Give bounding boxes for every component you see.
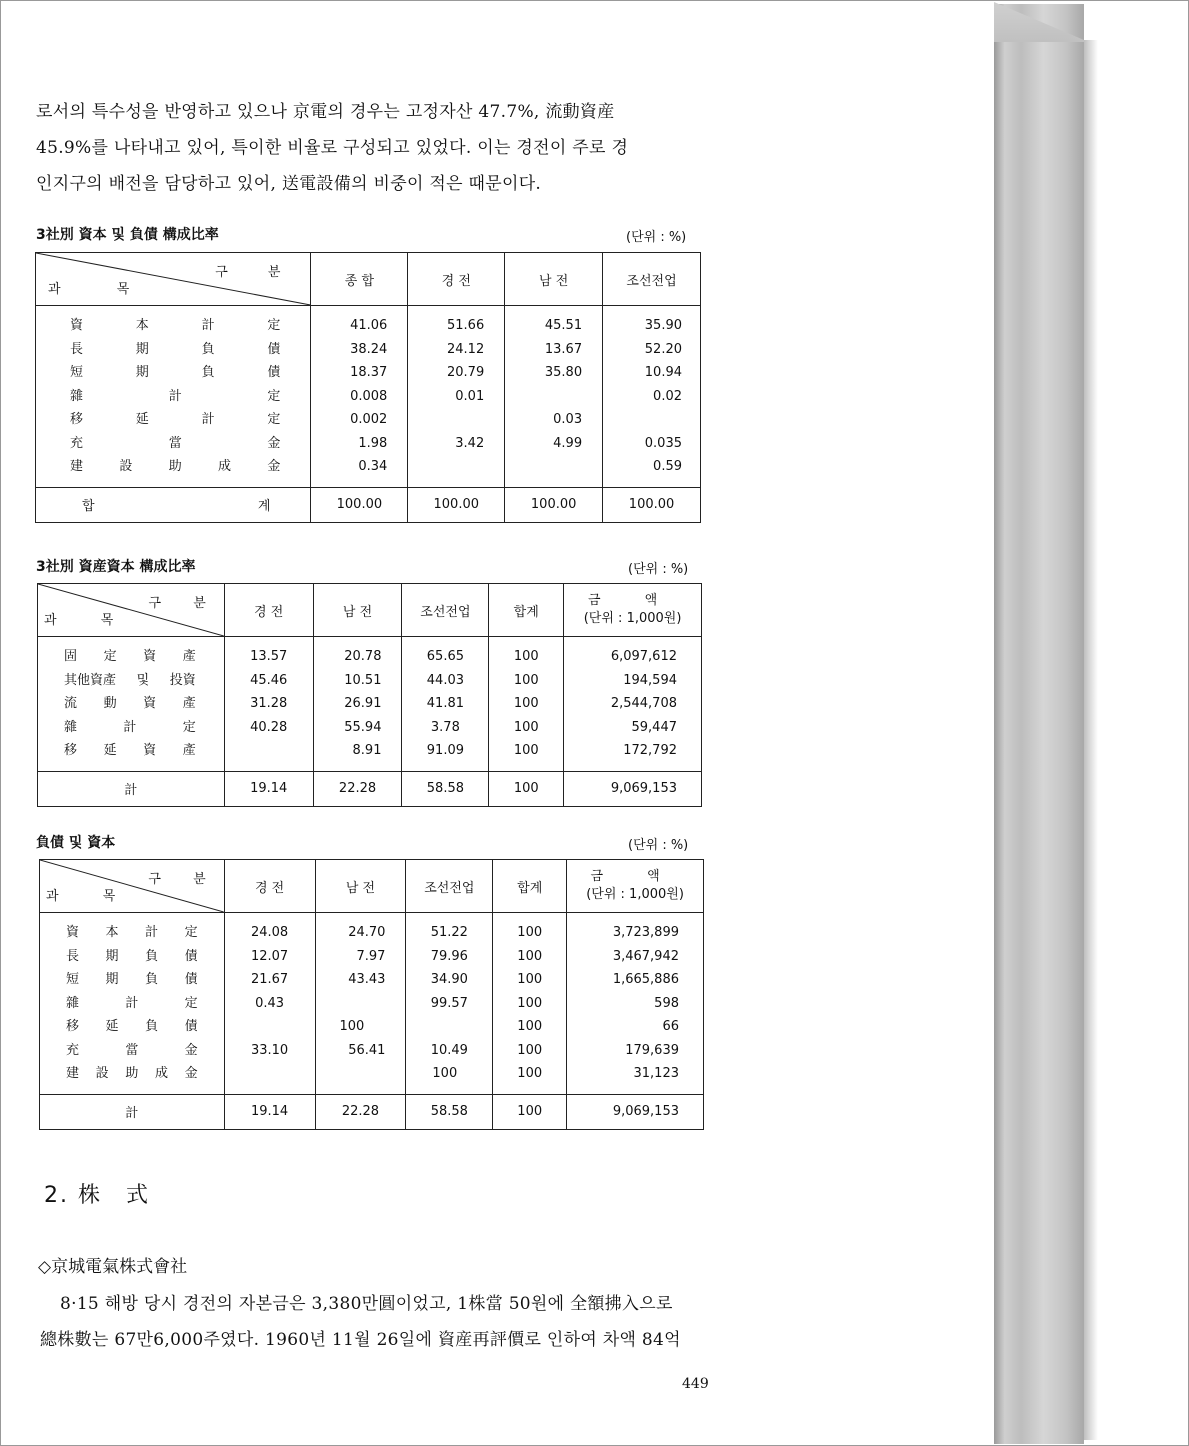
cell: 38.24 xyxy=(350,341,388,357)
cell: 100 xyxy=(517,1042,543,1058)
header-gubun: 구 분 xyxy=(148,872,220,887)
cell: 19.14 xyxy=(224,771,313,806)
cell: 43.43 xyxy=(348,972,386,987)
table1-col-joseon xyxy=(603,306,701,488)
cell: 0.03 xyxy=(553,412,583,427)
cell xyxy=(418,408,484,432)
header-gwamok: 과 목 xyxy=(46,889,136,904)
cell: 100.00 xyxy=(603,487,701,522)
table1-col-header: 조선전업 xyxy=(603,253,701,306)
cell xyxy=(235,739,303,763)
cell: 100.00 xyxy=(311,487,408,522)
cell: 100 xyxy=(432,1066,458,1081)
cell: 100.00 xyxy=(408,487,505,522)
stock-line: 總株數는 67만6,000주였다. 1960년 11월 26일에 資産再評價로 인하여 차액 84억 xyxy=(40,1330,681,1350)
table3-col-namjeon xyxy=(315,913,406,1095)
cell: 44.03 xyxy=(426,672,464,688)
total-label: 計 xyxy=(40,1094,225,1129)
table1-diagonal-header xyxy=(36,253,311,306)
cell: 598 xyxy=(654,995,679,1011)
section-heading: 2. 株 式 xyxy=(44,1183,150,1208)
cell: 41.81 xyxy=(426,696,464,711)
cell xyxy=(613,408,682,432)
cell: 35.90 xyxy=(644,318,682,333)
cell: 100 xyxy=(517,972,543,987)
row-label: 長 期 負 債 xyxy=(70,341,281,357)
cell: 21.67 xyxy=(250,972,289,987)
cell: 40.28 xyxy=(250,719,288,735)
cell: 179,639 xyxy=(625,1042,679,1058)
row-label: 固 定 資 產 xyxy=(64,649,196,664)
cell: 12.07 xyxy=(250,948,289,964)
cell xyxy=(416,1015,482,1039)
table2-unit: (단위 : %) xyxy=(628,562,689,577)
table3-col-amount xyxy=(567,913,704,1095)
cell xyxy=(418,455,484,479)
cell: 52.20 xyxy=(644,341,682,357)
amount-header-unit: (단위 : 1,000원) xyxy=(583,611,682,626)
cell: 100 xyxy=(513,649,539,664)
table1-col-header: 종 합 xyxy=(311,253,408,306)
header-gubun: 구 분 xyxy=(215,265,299,280)
row-label: 資 本 計 定 xyxy=(70,318,281,333)
cell: 45.46 xyxy=(250,672,288,688)
table3-amount-header xyxy=(567,860,704,913)
table2-col-header: 합계 xyxy=(489,584,564,637)
table2 xyxy=(37,583,702,807)
table2-col-sum xyxy=(489,637,564,772)
cell xyxy=(515,455,582,479)
cell: 0.01 xyxy=(455,388,485,404)
row-label: 短 期 負 債 xyxy=(66,972,198,987)
row-label: 雜 計 定 xyxy=(66,995,198,1011)
cell: 0.34 xyxy=(358,459,388,474)
cell xyxy=(326,992,386,1016)
table1-unit: (단위 : %) xyxy=(626,230,687,245)
cell: 99.57 xyxy=(430,995,468,1011)
cell: 0.002 xyxy=(350,412,388,427)
subsection-title: ◇京城電氣株式會社 xyxy=(38,1257,188,1277)
row-label: 長 期 負 債 xyxy=(66,948,198,964)
table2-col-amount xyxy=(564,637,702,772)
cell: 51.22 xyxy=(430,925,468,940)
table3-total-row xyxy=(40,1094,704,1129)
stock-line: 8·15 해방 당시 경전의 자본금은 3,380만圓이었고, 1株當 50원에 全額拂入으로 xyxy=(60,1294,673,1314)
cell: 22.28 xyxy=(313,771,402,806)
cell: 10.94 xyxy=(644,365,682,380)
cell: 100 xyxy=(513,696,539,711)
table3-diagonal-header xyxy=(40,860,225,913)
cell: 100 xyxy=(517,1019,543,1034)
cell: 100 xyxy=(493,1094,567,1129)
cell: 18.37 xyxy=(350,365,388,380)
table1-col-gyeongjeon xyxy=(408,306,505,488)
cell: 10.51 xyxy=(344,672,382,688)
cell: 100 xyxy=(517,948,543,964)
cell: 22.28 xyxy=(315,1094,406,1129)
cell: 34.90 xyxy=(430,972,468,987)
table1-caption: 3社別 資本 및 負債 構成比率 xyxy=(36,227,219,243)
cell: 9,069,153 xyxy=(567,1094,704,1129)
cell: 58.58 xyxy=(402,771,489,806)
row-label: 流 動 資 產 xyxy=(64,696,196,711)
row-label: 其他資產 및 投資 xyxy=(64,672,196,688)
cell: 194,594 xyxy=(623,672,677,688)
cell: 0.008 xyxy=(350,388,388,404)
table2-amount-header xyxy=(564,584,702,637)
intro-paragraph xyxy=(36,94,706,202)
row-label: 建 設 助 成 金 xyxy=(66,1066,198,1081)
table1-col-header: 남 전 xyxy=(505,253,603,306)
cell: 79.96 xyxy=(430,948,468,964)
table2-col-header: 조선전업 xyxy=(402,584,489,637)
cell: 8.91 xyxy=(352,743,382,758)
cell: 7.97 xyxy=(356,948,386,964)
intro-line: 로서의 특수성을 반영하고 있으나 京電의 경우는 고정자산 47.7%, 流動資産 xyxy=(36,102,615,122)
table3 xyxy=(39,859,704,1130)
cell: 56.41 xyxy=(348,1042,386,1058)
table2-labels xyxy=(38,637,225,772)
cell: 1.98 xyxy=(358,435,388,451)
table2-col-joseon xyxy=(402,637,489,772)
table3-col-joseon xyxy=(406,913,493,1095)
stock-paragraph xyxy=(40,1286,710,1358)
table3-col-sum xyxy=(493,913,567,1095)
row-label: 雜 計 定 xyxy=(70,388,281,404)
cell: 100 xyxy=(513,743,539,758)
row-label: 移 延 負 債 xyxy=(66,1019,198,1034)
cell: 1,665,886 xyxy=(612,972,679,987)
cell: 9,069,153 xyxy=(564,771,702,806)
cell: 13.67 xyxy=(544,341,583,357)
cell xyxy=(235,1015,305,1039)
total-label: 計 xyxy=(38,771,225,806)
table3-col-header: 남 전 xyxy=(315,860,406,913)
cell: 3,467,942 xyxy=(612,948,679,964)
cell: 100 xyxy=(513,672,539,688)
cell: 24.08 xyxy=(250,925,289,940)
row-label: 充 當 金 xyxy=(66,1042,198,1058)
cell: 3.78 xyxy=(430,719,460,735)
row-label: 移 延 資 產 xyxy=(64,743,196,758)
cell: 100 xyxy=(339,1019,365,1034)
table1-col-header: 경 전 xyxy=(408,253,505,306)
cell: 91.09 xyxy=(426,743,464,758)
row-label: 充 當 金 xyxy=(70,435,281,451)
cell: 0.59 xyxy=(653,459,682,474)
table2-col-namjeon xyxy=(313,637,402,772)
cell: 26.91 xyxy=(344,696,382,711)
cell: 41.06 xyxy=(350,318,388,333)
cell xyxy=(326,1062,386,1086)
cell: 100 xyxy=(517,995,543,1011)
cell: 51.66 xyxy=(447,318,485,333)
table3-col-header: 경 전 xyxy=(224,860,315,913)
cell: 31.28 xyxy=(250,696,288,711)
cell: 35.80 xyxy=(544,365,583,380)
header-gwamok: 과 목 xyxy=(48,282,156,297)
book-shadow xyxy=(1084,40,1098,1440)
cell: 20.79 xyxy=(447,365,485,380)
book-spine-side xyxy=(994,4,1084,1444)
cell: 24.12 xyxy=(447,341,485,357)
cell: 31,123 xyxy=(633,1066,679,1081)
cell: 24.70 xyxy=(348,925,386,940)
cell: 100 xyxy=(513,719,539,735)
table2-col-header: 경 전 xyxy=(224,584,313,637)
cell: 10.49 xyxy=(430,1042,468,1058)
header-gwamok: 과 목 xyxy=(44,613,134,628)
table1-total-row xyxy=(36,487,701,522)
table2-caption: 3社別 資産資本 構成比率 xyxy=(36,559,196,575)
table1-col-namjeon xyxy=(505,306,603,488)
cell: 33.10 xyxy=(250,1042,289,1058)
cell: 3.42 xyxy=(455,435,485,451)
table1 xyxy=(35,252,701,523)
cell: 172,792 xyxy=(623,743,677,758)
cell: 55.94 xyxy=(344,719,382,735)
cell: 19.14 xyxy=(224,1094,315,1129)
cell: 65.65 xyxy=(426,649,464,664)
table3-col-header: 조선전업 xyxy=(406,860,493,913)
table3-unit: (단위 : %) xyxy=(628,838,689,853)
cell: 0.035 xyxy=(644,435,682,451)
table3-col-header: 합계 xyxy=(493,860,567,913)
amount-header-label: 금 액 xyxy=(587,593,678,608)
table1-labels xyxy=(36,306,311,488)
header-gubun: 구 분 xyxy=(148,596,220,611)
intro-line: 인지구의 배전을 담당하고 있어, 送電設備의 비중이 적은 때문이다. xyxy=(36,174,542,194)
row-label: 移 延 計 定 xyxy=(70,412,281,427)
cell: 2,544,708 xyxy=(610,696,677,711)
page-number: 449 xyxy=(682,1376,709,1392)
amount-header-unit: (단위 : 1,000원) xyxy=(586,887,684,902)
table2-col-header: 남 전 xyxy=(313,584,402,637)
cell xyxy=(235,1062,305,1086)
total-label: 합 계 xyxy=(82,499,271,514)
table1-col-total xyxy=(311,306,408,488)
row-label: 雜 計 定 xyxy=(64,719,196,735)
table3-caption: 負債 및 資本 xyxy=(36,835,116,851)
row-label: 建 設 助 成 金 xyxy=(70,459,281,474)
cell: 20.78 xyxy=(344,649,382,664)
cell: 100 xyxy=(517,1066,543,1081)
table2-col-gyeongjeon xyxy=(224,637,313,772)
cell xyxy=(515,385,582,409)
cell: 0.43 xyxy=(255,995,285,1011)
cell: 45.51 xyxy=(544,318,583,333)
row-label: 資 本 計 定 xyxy=(66,925,198,940)
total-label-cell xyxy=(36,487,311,522)
table2-total-row xyxy=(38,771,702,806)
intro-line: 45.9%를 나타내고 있어, 특이한 비율로 구성되고 있었다. 이는 경전이 주로 경 xyxy=(36,138,629,158)
table2-diagonal-header xyxy=(38,584,225,637)
cell: 100.00 xyxy=(505,487,603,522)
cell: 4.99 xyxy=(553,435,583,451)
cell: 100 xyxy=(517,925,543,940)
cell: 59,447 xyxy=(631,719,677,735)
cell: 66 xyxy=(662,1019,679,1034)
table3-labels xyxy=(40,913,225,1095)
cell: 100 xyxy=(489,771,564,806)
cell: 0.02 xyxy=(653,388,682,404)
table3-col-gyeongjeon xyxy=(224,913,315,1095)
amount-header-label: 금 액 xyxy=(590,869,680,884)
row-label: 短 期 負 債 xyxy=(70,365,281,380)
cell: 6,097,612 xyxy=(610,649,677,664)
cell: 58.58 xyxy=(406,1094,493,1129)
cell: 3,723,899 xyxy=(612,925,679,940)
cell: 13.57 xyxy=(250,649,288,664)
